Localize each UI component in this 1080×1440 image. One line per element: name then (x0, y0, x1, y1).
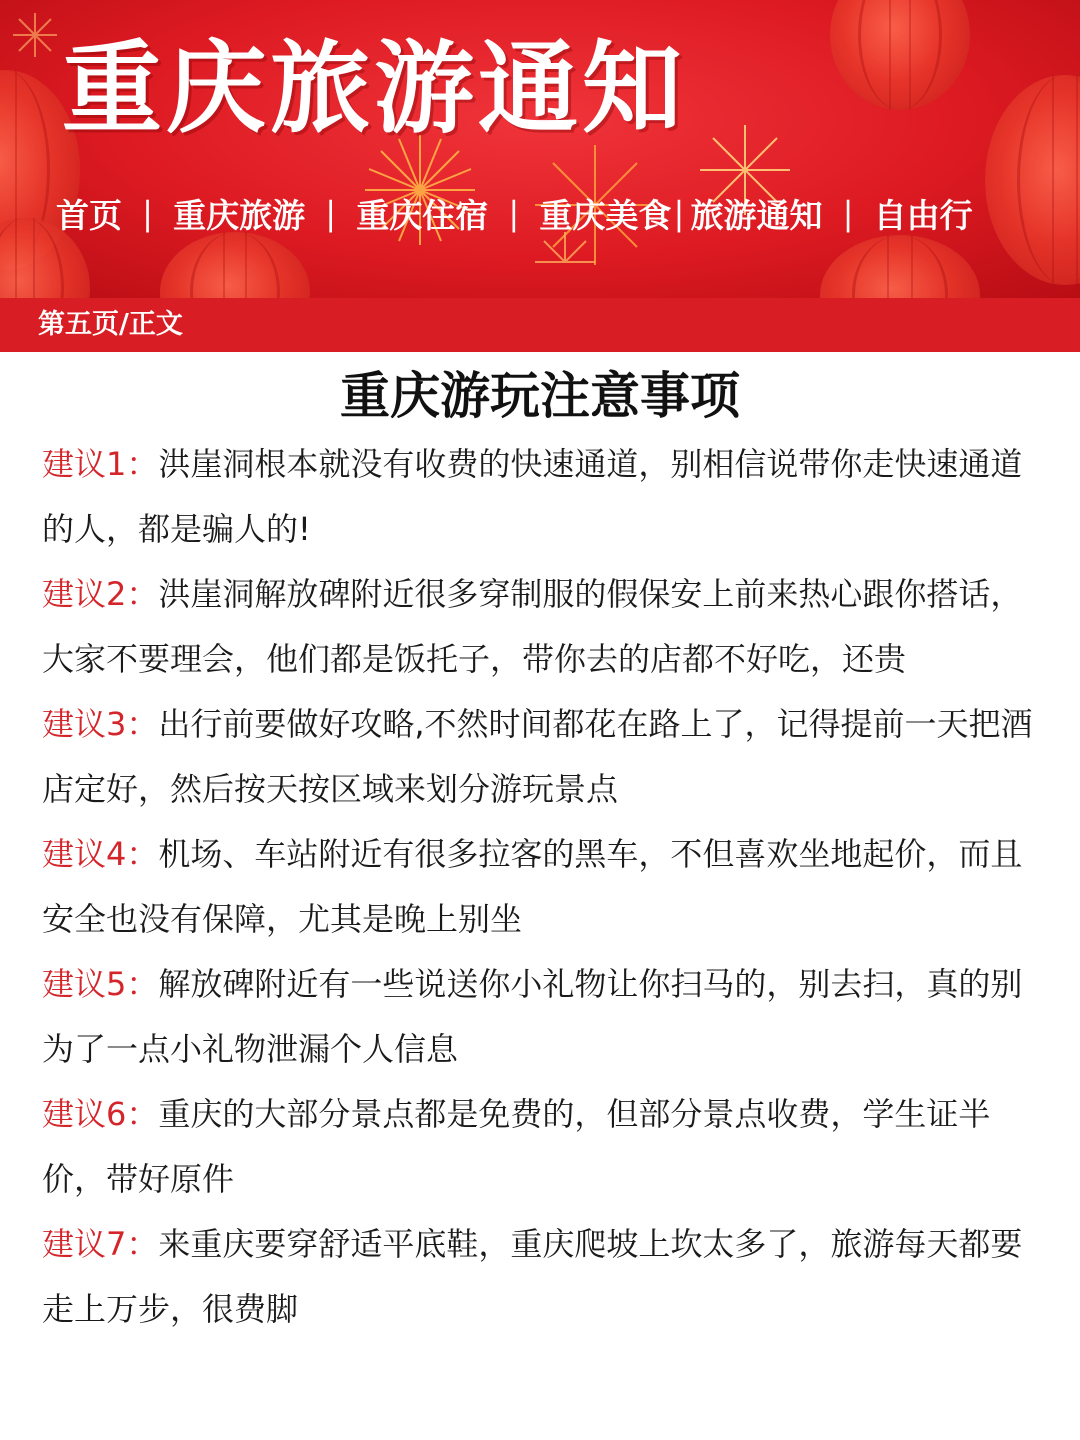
nav-free-travel[interactable]: 自由行 (873, 196, 973, 235)
tip-item (42, 562, 1042, 692)
breadcrumb-bar (0, 298, 1080, 352)
tip-text: 洪崖洞根本就没有收费的快速通道，别相信说带你走快速通道的人，都是骗人的! (42, 445, 1023, 548)
tip-text: 出行前要做好攻略,不然时间都花在路上了，记得提前一天把酒店定好，然后按天按区域来划分游玩景点 (42, 705, 1033, 808)
tip-text: 来重庆要穿舒适平底鞋，重庆爬坡上坎太多了，旅游每天都要走上万步，很费脚 (42, 1225, 1023, 1328)
nav-separator: | (673, 194, 685, 233)
tips-list (42, 432, 1042, 1342)
nav-separator: | (842, 194, 854, 233)
tip-item (42, 822, 1042, 952)
nav-separator: | (325, 194, 337, 233)
tip-label: 建议6： (42, 1095, 159, 1133)
header-banner (0, 0, 1080, 298)
nav-separator: | (142, 194, 154, 233)
nav-home[interactable]: 首页 (56, 196, 122, 235)
tip-label: 建议2： (42, 575, 159, 613)
nav-chongqing-lodging[interactable]: 重庆住宿 (356, 196, 489, 235)
article-title: 重庆游玩注意事项 (340, 367, 740, 425)
tip-label: 建议3： (42, 705, 159, 743)
nav-separator: | (508, 194, 520, 233)
site-title: 重庆旅游通知 (62, 29, 686, 147)
nav-chongqing-food[interactable]: 重庆美食 (539, 196, 672, 235)
tip-item (42, 952, 1042, 1082)
tip-item (42, 692, 1042, 822)
breadcrumb: 第五页/正文 (38, 309, 183, 340)
tip-text: 解放碑附近有一些说送你小礼物让你扫马的，别去扫，真的别为了一点小礼物泄漏个人信息 (42, 965, 1023, 1068)
nav-chongqing-travel[interactable]: 重庆旅游 (173, 196, 306, 235)
tip-label: 建议4： (42, 835, 159, 873)
nav-travel-notice[interactable]: 旅游通知 (690, 196, 823, 235)
tip-text: 机场、车站附近有很多拉客的黑车，不但喜欢坐地起价，而且安全也没有保障，尤其是晚上别坐 (42, 835, 1023, 938)
main-nav (56, 190, 1066, 237)
tip-label: 建议5： (42, 965, 159, 1003)
tip-text: 重庆的大部分景点都是免费的，但部分景点收费，学生证半价，带好原件 (42, 1095, 991, 1198)
tip-text: 洪崖洞解放碑附近很多穿制服的假保安上前来热心跟你搭话，大家不要理会，他们都是饭托子，带你去的店都不好吃，还贵 (42, 575, 1023, 678)
tip-item (42, 1082, 1042, 1212)
tip-label: 建议1： (42, 445, 159, 483)
tip-item (42, 1212, 1042, 1342)
tip-item (42, 432, 1042, 562)
tip-label: 建议7： (42, 1225, 159, 1263)
